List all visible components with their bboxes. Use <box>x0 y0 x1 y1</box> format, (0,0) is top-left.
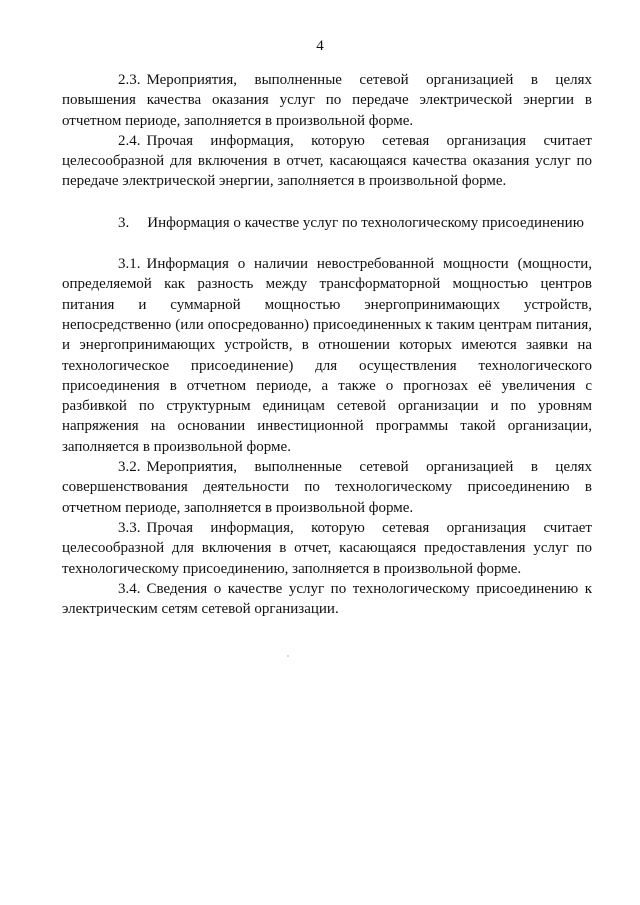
paragraph-3-1 <box>62 254 592 457</box>
section-title: Информация о качестве услуг по технологическому присоединению <box>147 214 584 231</box>
paragraph-text: Прочая информация, которую сетевая организация считает целесообразной для включения в отчет, касающаяся качества оказания услуг по передаче электрической энергии, заполняется в произвольной форме. <box>62 132 592 190</box>
paragraph-number: 3.2. <box>118 459 141 476</box>
paragraph-3-2 <box>62 457 592 518</box>
paragraph-2-4 <box>62 131 592 192</box>
paragraph-number: 2.4. <box>118 132 141 149</box>
paragraph-number: 3.4. <box>118 580 141 597</box>
paragraph-text: Прочая информация, которую сетевая организация считает целесообразной для включения в отчет, касающаяся предоставления услуг по технологическому присоединению, заполняется в произвольной форме. <box>62 519 592 577</box>
scan-speck <box>287 655 289 657</box>
section-heading <box>62 213 592 233</box>
document-body <box>62 70 592 619</box>
paragraph-3-4 <box>62 579 592 620</box>
paragraph-number: 2.3. <box>118 72 141 88</box>
paragraph-text: Сведения о качестве услуг по технологическому присоединению к электрическим сетям сетевой организации. <box>62 580 592 618</box>
paragraph-text: Информация о наличии невостребованной мощности (мощности, определяемой как разность между трансформаторной мощностью центров питания и суммарной мощностью энергопринимающих устройств, непосредственно (или опосредованно) присоединенных к таким центрам питания, и энергопринимающих устройств, в отношении которых имеются заявки на технологическое присоединение) для осуществления технологического присоединения в отчетном периоде, а также о прогнозах её увеличения с разбивкой по структурным единицам сетевой организации и по уровням напряжения на основании инвестиционной программы такой организации, заполняется в произвольной форме. <box>62 256 592 455</box>
paragraph-number: 3.3. <box>118 519 141 536</box>
paragraph-text: Мероприятия, выполненные сетевой организацией в целях повышения качества оказания услуг по передаче электрической энергии в отчетном периоде, заполняется в произвольной форме. <box>62 72 592 129</box>
paragraph-3-3 <box>62 518 592 579</box>
paragraph-2-3 <box>62 70 592 131</box>
page-number: 4 <box>316 38 324 54</box>
paragraph-text: Мероприятия, выполненные сетевой организацией в целях совершенствования деятельности по технологическому присоединению в отчетном периоде, заполняется в произвольной форме. <box>62 459 592 516</box>
paragraph-number: 3.1. <box>118 256 141 273</box>
section-number: 3. <box>118 214 130 231</box>
